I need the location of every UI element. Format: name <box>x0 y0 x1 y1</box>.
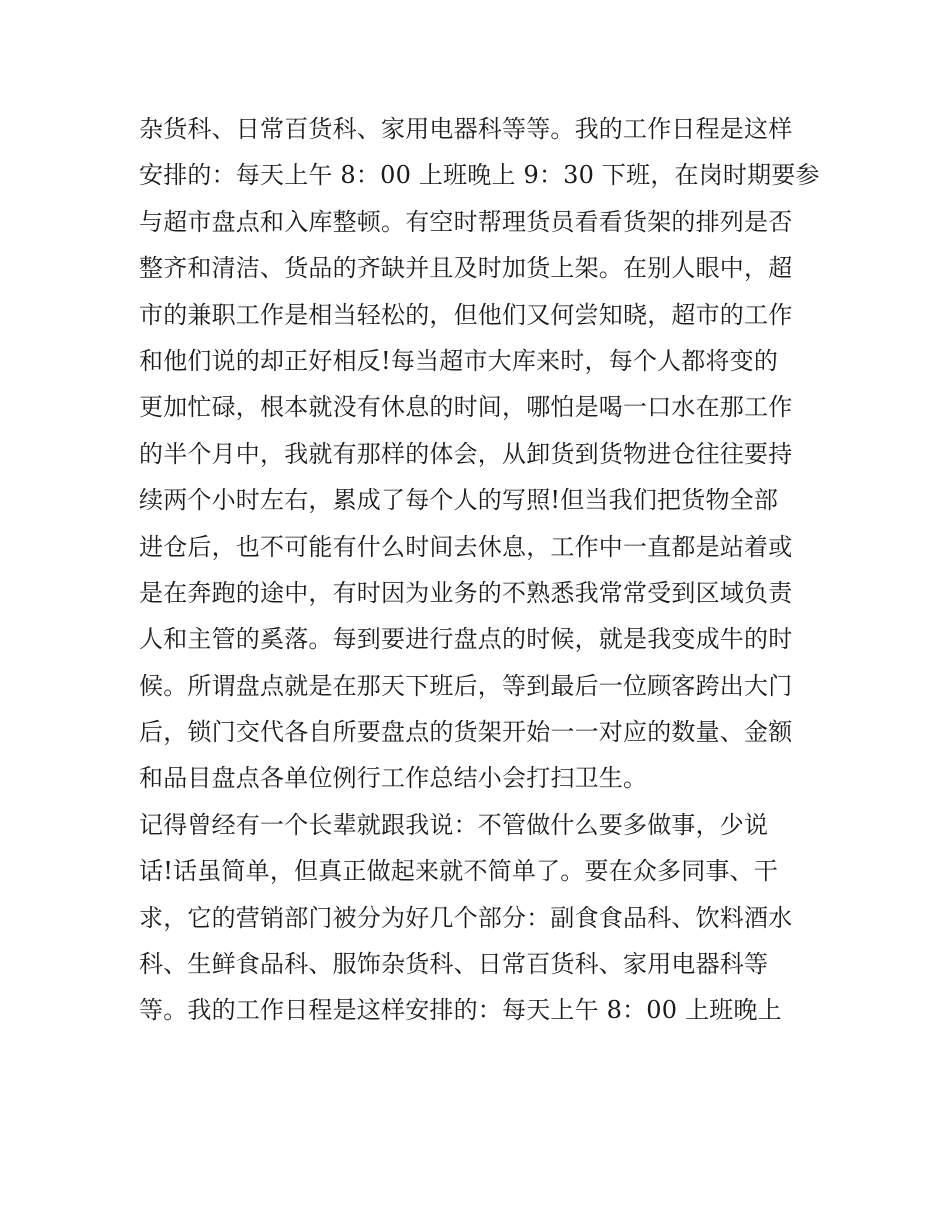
text-line: 市的兼职工作是相当轻松的，但他们又何尝知晓，超市的工作 <box>139 300 793 329</box>
text-line: 求，它的营销部门被分为好几个部分：副食食品科、饮料酒水 <box>139 903 793 932</box>
text-line: 与超市盘点和入库整顿。有空时帮理货员看看货架的排列是否 <box>139 207 793 236</box>
text-line: 整齐和清洁、货品的齐缺并且及时加货上架。在别人眼中，超 <box>139 254 793 283</box>
text-line: 和品目盘点各单位例行工作总结小会打扫卫生。 <box>139 764 648 793</box>
text-line: 进仓后，也不可能有什么时间去休息，工作中一直都是站着或 <box>139 532 793 561</box>
text-line: 杂货科、日常百货科、家用电器科等等。我的工作日程是这样 <box>139 115 793 143</box>
text-line: 记得曾经有一个长辈就跟我说：不管做什么要多做事，少说 <box>139 810 769 839</box>
text-line: 的半个月中，我就有那样的体会，从卸货到货物进仓往往要持 <box>139 439 793 468</box>
text-line: 后，锁门交代各自所要盘点的货架开始一一对应的数量、金额 <box>139 718 793 747</box>
text-line: 科、生鲜食品科、服饰杂货科、日常百货科、家用电器科等 <box>139 950 769 979</box>
body-text <box>139 106 819 1034</box>
text-line: 人和主管的奚落。每到要进行盘点的时候，就是我变成牛的时 <box>139 625 793 654</box>
text-line: 续两个小时左右，累成了每个人的写照!但当我们把货物全部 <box>139 486 779 515</box>
text-line: 话!话虽简单，但真正做起来就不简单了。要在众多同事、干 <box>139 857 779 886</box>
text-line: 和他们说的却正好相反!每当超市大库来时，每个人都将变的 <box>139 346 779 375</box>
text-line: 是在奔跑的途中，有时因为业务的不熟悉我常常受到区域负责 <box>139 578 793 607</box>
text-line: 等。我的工作日程是这样安排的：每天上午 8：00 上班晚上 <box>139 996 782 1025</box>
text-line: 更加忙碌，根本就没有休息的时间，哪怕是喝一口水在那工作 <box>139 393 793 422</box>
text-line: 候。所谓盘点就是在那天下班后，等到最后一位顾客跨出大门 <box>139 671 793 700</box>
text-line: 安排的：每天上午 8：00 上班晚上 9：30 下班，在岗时期要参 <box>139 161 820 190</box>
